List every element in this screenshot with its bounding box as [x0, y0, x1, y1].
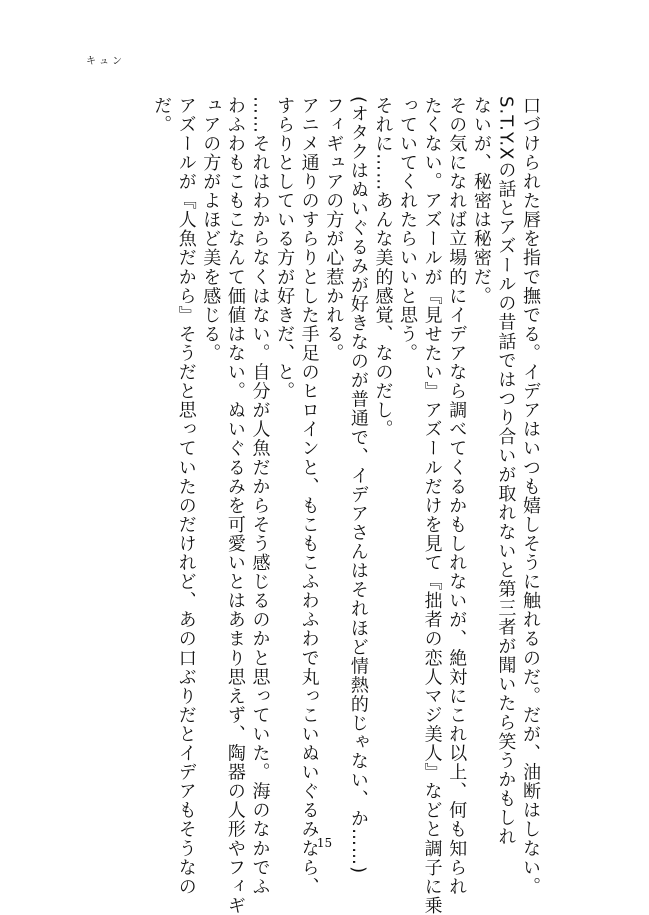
text-line: っていてくれたらいいと思う。 — [397, 96, 419, 363]
running-header: キュン — [86, 56, 125, 67]
text-line: だ。 — [151, 96, 173, 135]
page-number: 15 — [316, 836, 333, 850]
text-line: (オタクはぬいぐるみが好きなのが普通で、イデアさんはそれほど情熱的じゃない、か……) — [347, 96, 369, 875]
text-line: ないが、秘密は秘密だ。 — [470, 96, 492, 306]
text-line: その気になれば立場的にイデアなら調べてくるかもしれないが、絶対にこれ以上、何も知られ — [446, 96, 468, 897]
text-line: ……それはわからなくはない。自分が人魚だからそう感じるのかと思っていた。海のなかでふ — [249, 96, 271, 897]
text-line: S.T.Y.Xの話とアズールの昔話ではつり合いが取れないと第三者が聞いたら笑うかもしれ — [495, 96, 517, 847]
text-line: すらりとしている方が好きだ、と。 — [274, 96, 296, 401]
text-line: たくない。アズールが『見せたい』アズールだけを見て『拙者の恋人マジ美人』などと調子に乗 — [421, 96, 443, 915]
text-line: 口づけられた唇を指で撫でる。イデアはいつも嬉しそうに触れるのだ。だが、油断はしない。 — [520, 96, 541, 897]
text-line: アズールが『人魚だから』そうだと思っていたのだけれど、あの口ぶりだとイデアもそうなの — [175, 96, 197, 897]
text-line: ュアの方がよほど美を感じる。 — [200, 96, 222, 363]
text-line: フィギュアの方が心惹かれる。 — [323, 96, 345, 363]
text-line: アニメ通りのすらりとした手足のヒロインと、もこもこふわふわで丸っこいぬいぐるみなら、 — [298, 96, 320, 897]
text-line: わふわもこもこなんて価値はない。ぬいぐるみを可愛いとはあまり思えず、陶器の人形やフィギ — [224, 96, 246, 915]
text-line: それに……あんな美的感覚、なのだし。 — [372, 96, 394, 439]
